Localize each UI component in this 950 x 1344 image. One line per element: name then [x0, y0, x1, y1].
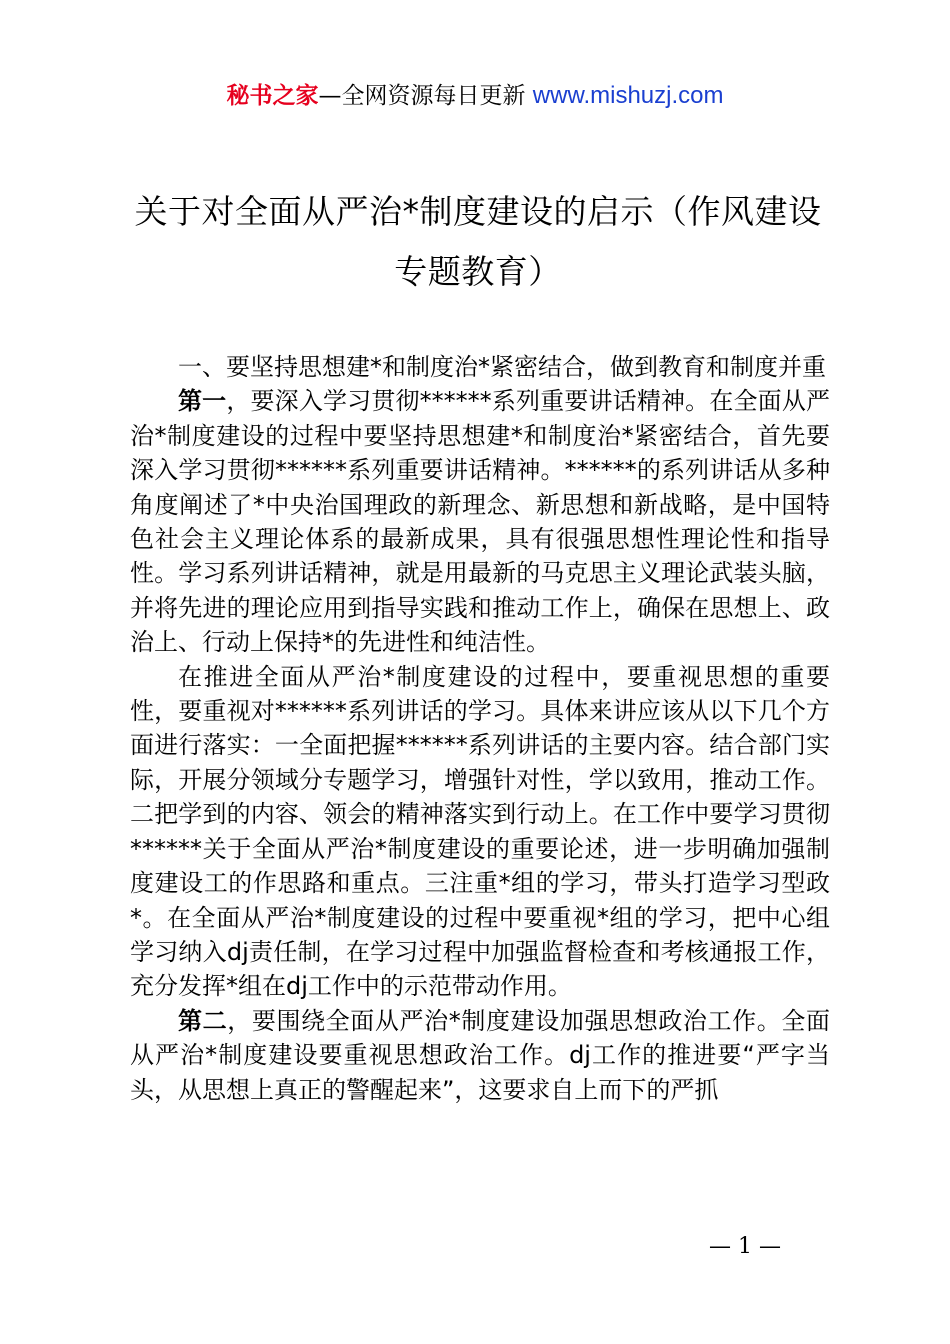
paragraph-lead: 第二 [178, 1006, 228, 1035]
section-heading: 一、要坚持思想建*和制度治*紧密结合，做到教育和制度并重 [178, 353, 826, 381]
paragraph-text: ，要深入学习贯彻******系列重要讲话精神。在全面从严治*制度建设的过程中要坚持思想建*和制度治*紧密结合，首先要深入学习贯彻******系列重要讲话精神。******的系列讲话从多种角度阐述了*中央治国理政的新理念、新思想和新战略，是中国特色社会主义理论体系的最新成果，具有很强思想性理论性和指导性。学习系列讲话精神，就是用最新的马克思主义理论武装头脑，并将先进的理论应用到指导实践和推动工作上，确保在思想上、政治上、行动上保持*的先进性和纯洁性。 [130, 387, 831, 657]
body-paragraph [130, 1004, 830, 1107]
page-number: — 1 — [709, 1234, 781, 1259]
body-paragraph [130, 660, 830, 1004]
paragraph-text: ，要围绕全面从严治*制度建设加强思想政治工作。全面从严治*制度建设要重视思想政治工作。dj工作的推进要“严字当头，从思想上真正的警醒起来”，这要求自上而下的严抓 [130, 1006, 831, 1104]
site-brand: 秘书之家 [226, 83, 319, 109]
document-title: 关于对全面从严治*制度建设的启示（作风建设专题教育） [134, 192, 822, 291]
site-tagline: —全网资源每日更新 [318, 83, 533, 109]
paragraph-lead: 第一 [178, 387, 227, 416]
body-paragraph [130, 384, 830, 659]
document-body [130, 350, 830, 1107]
site-header [0, 80, 950, 112]
paragraph-text: 在推进全面从严治*制度建设的过程中，要重视思想的重要性，要重视对******系列讲话的学习。具体来讲应该从以下几个方面进行落实：一全面把握******系列讲话的主要内容。结合部门实际，开展分领域分专题学习，增强针对性，学以致用，推动工作。二把学到的内容、领会的精神落实到行动上。在工作中要学习贯彻******关于全面从严治*制度建设的重要论述，进一步明确加强制度建设工的作思路和重点。三注重*组的学习，带头打造学习型政*。在全面从严治*制度建设的过程中要重视*组的学习，把中心组学习纳入dj责任制，在学习过程中加强监督检查和考核通报工作，充分发挥*组在dj工作中的示范带动作用。 [130, 662, 830, 1001]
site-url-link[interactable]: www.mishuzj.com [532, 82, 724, 109]
